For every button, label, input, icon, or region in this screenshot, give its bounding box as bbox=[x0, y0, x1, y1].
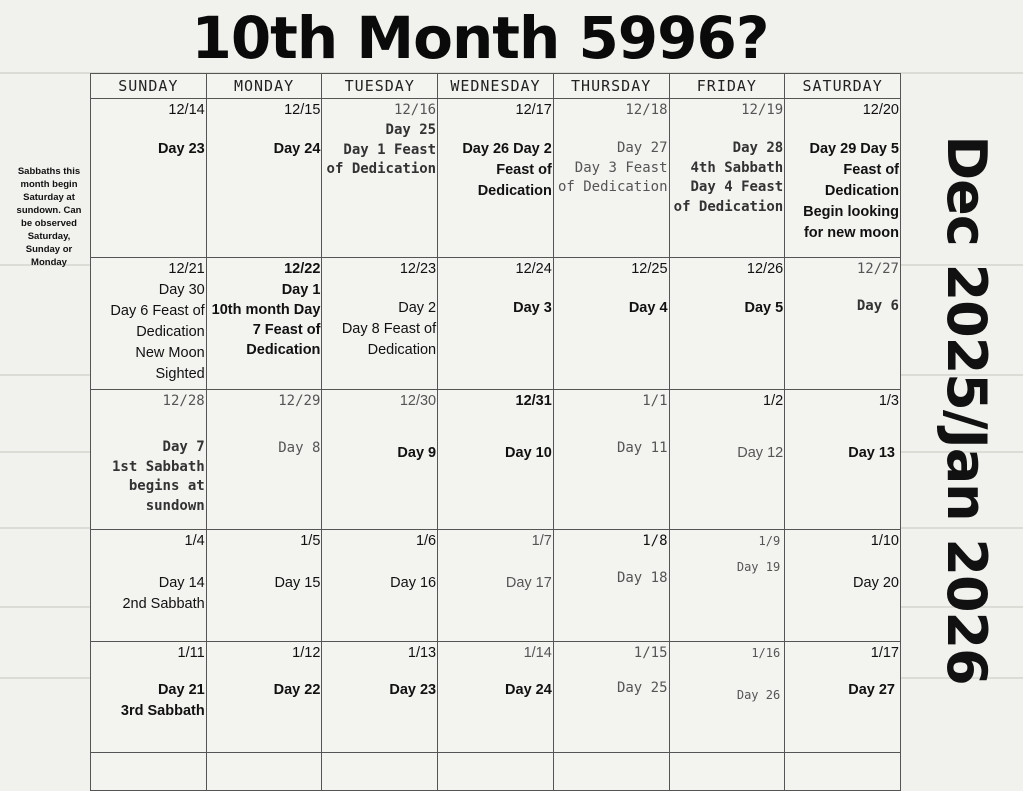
cell-date: 12/28 bbox=[162, 393, 205, 409]
day-cell-empty bbox=[206, 753, 322, 791]
cell-text: Day 24 bbox=[505, 682, 552, 698]
day-cell bbox=[553, 642, 669, 753]
cell-date: 12/29 bbox=[278, 393, 321, 409]
week-row bbox=[91, 390, 901, 530]
weekday-header: TUESDAY bbox=[322, 74, 438, 99]
cell-text: Day 27 bbox=[848, 682, 895, 698]
day-cell bbox=[553, 530, 669, 642]
cell-text: Day 23 bbox=[389, 682, 437, 698]
day-cell bbox=[438, 390, 554, 530]
week-row bbox=[91, 99, 901, 258]
day-cell bbox=[322, 390, 438, 530]
cell-date: 1/6 bbox=[415, 533, 437, 549]
cell-date: 12/20 bbox=[862, 102, 899, 118]
day-cell bbox=[322, 530, 438, 642]
weekday-header: THURSDAY bbox=[553, 74, 669, 99]
week-row bbox=[91, 258, 901, 390]
day-cell bbox=[669, 390, 785, 530]
weekday-header: SUNDAY bbox=[91, 74, 207, 99]
day-cell bbox=[785, 99, 901, 258]
cell-text: Day 12 bbox=[737, 445, 784, 461]
weekday-header-row bbox=[91, 74, 901, 99]
cell-date: 1/7 bbox=[531, 533, 552, 549]
cell-date: 1/9 bbox=[758, 534, 781, 548]
cell-date: 12/14 bbox=[168, 102, 205, 118]
day-cell bbox=[322, 258, 438, 390]
cell-text: Day 28 4th Sabbath Day 4 Feast of Dedication bbox=[673, 140, 784, 215]
cell-date: 1/14 bbox=[523, 645, 552, 661]
cell-text: Day 11 bbox=[616, 440, 668, 456]
weekday-header: SATURDAY bbox=[785, 74, 901, 99]
cell-date: 1/5 bbox=[300, 533, 321, 549]
cell-text: Day 9 bbox=[397, 445, 437, 461]
cell-date: 12/26 bbox=[746, 261, 784, 277]
day-cell bbox=[91, 390, 207, 530]
cell-text: Day 7 1st Sabbath begins at sundown bbox=[111, 439, 205, 514]
cell-date: 1/1 bbox=[642, 393, 668, 409]
cell-text: Day 16 bbox=[390, 575, 437, 591]
cell-date: 12/31 bbox=[515, 393, 552, 409]
cell-date: 12/21 bbox=[168, 261, 205, 277]
cell-date: 12/17 bbox=[515, 102, 552, 118]
cell-text: Day 13 bbox=[848, 445, 895, 461]
cell-text: Day 26 Day 2 Feast of Dedication bbox=[462, 141, 552, 199]
week-row bbox=[91, 642, 901, 753]
cell-date: 12/18 bbox=[625, 102, 668, 118]
cell-date: 12/22 bbox=[284, 261, 321, 277]
cell-text: Day 2 Day 8 Feast of Dedication bbox=[341, 300, 437, 358]
day-cell bbox=[91, 642, 207, 753]
cell-text: Day 17 bbox=[505, 575, 552, 591]
day-cell bbox=[785, 258, 901, 390]
day-cell bbox=[91, 99, 207, 258]
day-cell bbox=[322, 642, 438, 753]
day-cell bbox=[785, 530, 901, 642]
cell-date: 1/13 bbox=[407, 645, 437, 661]
cell-date: 12/30 bbox=[399, 393, 437, 409]
day-cell-empty bbox=[91, 753, 207, 791]
cell-text: Day 26 bbox=[736, 688, 781, 702]
cell-text: Day 10 bbox=[505, 445, 552, 461]
day-cell bbox=[438, 99, 554, 258]
week-row bbox=[91, 530, 901, 642]
cell-date: 1/4 bbox=[184, 533, 205, 549]
cell-date: 1/15 bbox=[633, 645, 668, 661]
cell-text: Day 3 bbox=[513, 300, 552, 316]
cell-date: 1/12 bbox=[292, 645, 321, 661]
cell-text: Day 18 bbox=[616, 570, 668, 586]
day-cell-empty bbox=[785, 753, 901, 791]
cell-date: 1/3 bbox=[878, 393, 899, 409]
day-cell bbox=[91, 530, 207, 642]
cell-text: Day 6 bbox=[856, 298, 899, 314]
cell-date: 12/16 bbox=[393, 102, 437, 118]
day-cell bbox=[553, 258, 669, 390]
day-cell bbox=[785, 390, 901, 530]
day-cell bbox=[206, 258, 322, 390]
day-cell bbox=[785, 642, 901, 753]
date-range-label: Dec 2025/Jan 2026 bbox=[935, 135, 998, 685]
day-cell bbox=[206, 642, 322, 753]
weekday-header: WEDNESDAY bbox=[438, 74, 554, 99]
day-cell bbox=[206, 99, 322, 258]
day-cell bbox=[322, 99, 438, 258]
cell-date: 12/19 bbox=[741, 102, 784, 118]
cell-text: Day 5 bbox=[744, 300, 784, 316]
day-cell bbox=[669, 642, 785, 753]
cell-text: Day 23 bbox=[157, 141, 205, 157]
cell-text: Day 20 bbox=[853, 575, 899, 591]
cell-text: Day 29 Day 5 Feast of Dedication Begin looking for new moon bbox=[803, 141, 899, 241]
sabbath-note: Sabbaths this month begin Saturday at sundown. Can be observed Saturday, Sunday or Monday bbox=[16, 166, 82, 268]
cell-text: Day 1 10th month Day 7 Feast of Dedication bbox=[211, 282, 321, 358]
cell-date: 12/25 bbox=[631, 261, 668, 277]
cell-date: 1/10 bbox=[870, 533, 899, 549]
day-cell bbox=[669, 258, 785, 390]
day-cell bbox=[553, 390, 669, 530]
cell-text: Day 24 bbox=[273, 141, 321, 157]
day-cell bbox=[91, 258, 207, 390]
weekday-header: MONDAY bbox=[206, 74, 322, 99]
day-cell-empty bbox=[322, 753, 438, 791]
day-cell bbox=[669, 530, 785, 642]
cell-date: 12/23 bbox=[399, 261, 437, 277]
cell-text: Day 25 Day 1 Feast of Dedication bbox=[326, 122, 437, 177]
day-cell bbox=[553, 99, 669, 258]
calendar-grid bbox=[90, 73, 901, 791]
cell-text: Day 27 Day 3 Feast of Dedication bbox=[557, 140, 668, 195]
day-cell bbox=[206, 530, 322, 642]
day-cell-empty bbox=[669, 753, 785, 791]
day-cell-empty bbox=[438, 753, 554, 791]
cell-text: Day 19 bbox=[736, 560, 781, 574]
cell-date: 1/2 bbox=[763, 393, 784, 409]
cell-text: Day 15 bbox=[274, 575, 321, 591]
weekday-header: FRIDAY bbox=[669, 74, 785, 99]
day-cell-empty bbox=[553, 753, 669, 791]
day-cell bbox=[438, 530, 554, 642]
cell-date: 12/15 bbox=[284, 102, 321, 118]
day-cell bbox=[438, 258, 554, 390]
cell-text: Day 21 3rd Sabbath bbox=[120, 682, 205, 719]
cell-text: Day 14 2nd Sabbath bbox=[122, 575, 205, 612]
day-cell bbox=[438, 642, 554, 753]
cell-date: 12/24 bbox=[515, 261, 552, 277]
cell-date: 1/16 bbox=[751, 646, 781, 660]
cell-text: Day 25 bbox=[616, 680, 668, 696]
cell-text: Day 22 bbox=[273, 682, 321, 698]
cell-text: Day 8 bbox=[278, 440, 321, 456]
cell-date: 1/17 bbox=[870, 645, 899, 661]
page-title: 10th Month 5996? bbox=[191, 4, 769, 72]
day-cell bbox=[206, 390, 322, 530]
cell-text: Day 30 Day 6 Feast of Dedication New Moon Sighted bbox=[110, 282, 205, 382]
day-cell bbox=[669, 99, 785, 258]
cell-date: 1/8 bbox=[642, 533, 668, 549]
cell-text: Day 4 bbox=[628, 300, 668, 316]
week-row-empty bbox=[91, 753, 901, 791]
cell-date: 12/27 bbox=[856, 261, 899, 277]
cell-date: 1/11 bbox=[177, 645, 205, 661]
